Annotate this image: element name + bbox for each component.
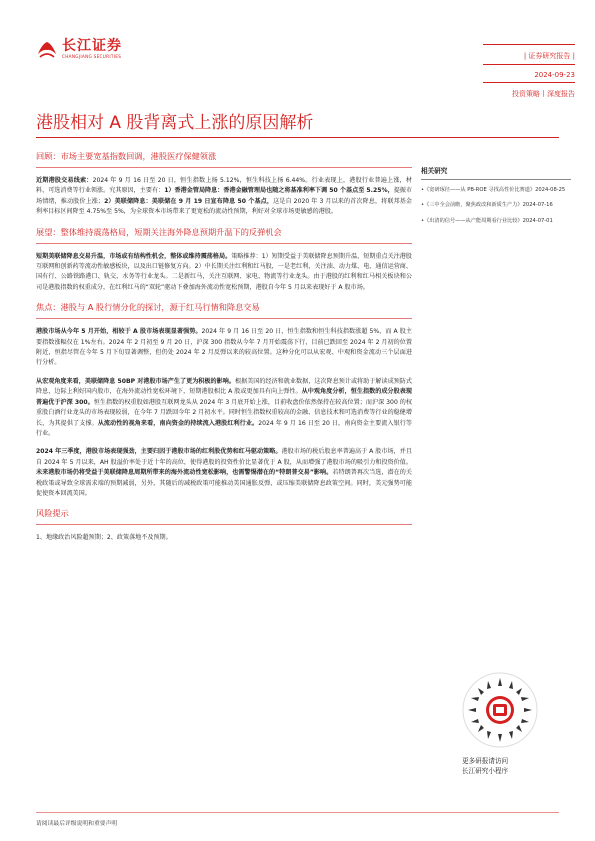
body-paragraph [36, 533, 412, 543]
section-heading: 焦点：港股与 A 股行情分化的探讨，源于红马行情和降息交易 [36, 302, 260, 313]
report-date: 2024-09-23 [534, 71, 575, 79]
section-divider [36, 243, 412, 244]
bold-text-run: 从宏观角度来看，美联储降息 50BP 对港股市场产生了更为积极的影响。 [36, 377, 235, 385]
qr-caption [462, 757, 542, 776]
bold-text-run: 未来港股市场仍将受益于美联储降息周期所带来的海外流动性宽松影响，也需警惕潜在的“特朗普交易”影响。 [36, 469, 333, 477]
disclaimer-note[interactable]: 请阅读最后评级说明和重要声明 [36, 821, 118, 827]
related-research-item[interactable]: •《出清的信号——从产能周期看行业比较》2024-07-01 [421, 217, 553, 224]
report-type: | 证券研究报告 | [523, 52, 575, 60]
section-heading: 风险提示 [36, 508, 69, 519]
body-paragraph [36, 447, 412, 499]
text-run: 根据美国的经济和就业数据，这次降息预计或将助于解读成预防式降息，边际上利好国内股市，在海外流动性宽松环境下，短期港股相比 A 股或更加具有向上弹性。 [36, 377, 412, 396]
qr-caption-line: 更多研报请访问 [462, 757, 509, 765]
body-paragraph [36, 252, 412, 294]
bold-text-run: 从流动性的视角来看，南向资金的持续流入港股红利行业。 [97, 419, 259, 427]
title-divider [36, 137, 559, 138]
related-research-item[interactable]: •《三中全会前瞻，聚焦政改和新质生产力》2024-07-16 [421, 202, 553, 209]
report-meta [483, 44, 575, 102]
report-body [36, 150, 412, 552]
mini-program-qr-code[interactable] [462, 672, 538, 748]
related-research [421, 165, 571, 232]
report-category: 投资策略丨深度报告 [512, 90, 575, 98]
section-heading: 回顾：市场主要宽基指数回调，港股医疗保健领涨 [36, 151, 217, 161]
section-divider [36, 318, 412, 319]
bold-text-run: 短期美联储降息交易升温，市场或有结构性机会，整体或维持震荡格局。 [36, 252, 232, 260]
qr-caption-line: 长江研究小程序 [462, 766, 509, 775]
meta-divider [483, 82, 575, 83]
related-research-title: 相关研究 [421, 165, 571, 180]
text-run: 港股市场的税后股息率普遍高于 A 股市场，并且自 2024 年 5 月以来，AH 股溢价率处于近十年的高位，使得港股的投资性价比显著优于 A 股，从而增强了港股市场的吸引力和投资价值。 [36, 448, 412, 466]
section-heading: 展望：整体维持震荡格局，短期关注海外降息预期升温下的反弹机会 [36, 226, 282, 237]
body-paragraph [36, 327, 412, 369]
text-run: 策略推荐：1）短期受益于美联储降息预期升温，短期重点关注港股互联网和创新药等流动性敏感板块，以及出口链修复方向。2）中长期关注红利和红马股，一是老红利，关注油、动力煤、电、通信运营商、国有行、公路铁路港口、轨交、水务等行业龙头。二是新红马，关注互联网、家电、物流等行业龙头。由于港股的红利和红马相关板块和公司是港股指数的权重成分，在红利红马的“双轮”驱动下叠加海外流动性宽松预期，港股自今年 5 月以来表现好于 A 股市场。 [36, 252, 413, 291]
section-divider [36, 167, 412, 168]
text-run: 恒生指数的权重股如港股互联网龙头从 2024 年 3 月底开始上涨，目前收盘价依然保持在较高位置；而沪深 300 的权重股白酒行业龙头的市场表现较弱，在今年 7 月跌回今年 2 月初水平。同时恒生指数权重较高的金融、信息技术和可选消费等行业的稳健增长，为其提供了支撑。 [36, 398, 412, 427]
brand-mark-icon [36, 38, 58, 60]
bold-text-run: 1）香港金管局降息：香港金融管理局也随之将基准利率下调 50 个基点至 5.25%， [164, 187, 394, 195]
body-paragraph [36, 377, 412, 439]
bold-text-run: 从中观角度分析，恒生指数的成分股表现普遍优于沪深 300。 [36, 388, 413, 406]
text-run: 这是自 2020 年 3 月以来的首次降息，将联邦基金利率目标区间降至 4.75%至 5%，为全球资本市场带来了更宽松的流动性预期，利好对全球市场更敏感的港股。 [36, 197, 413, 216]
section-divider [36, 524, 412, 525]
text-run: 提振市场情绪，推动股价上涨； [36, 187, 413, 205]
meta-divider [483, 64, 575, 65]
meta-divider [483, 44, 575, 45]
company-logo [36, 38, 122, 60]
page-title: 港股相对 A 股背离式上涨的原因解析 [36, 113, 314, 133]
footer-divider [36, 812, 559, 813]
brand-name-en: CHANGJIANG SECURITIES [62, 54, 122, 59]
related-research-item[interactable]: •《宽研琢径——从 PB-ROE 寻找高性价比赛道》2024-08-25 [421, 187, 566, 193]
bold-text-run: 2024 年三季度，港股市场表现强劲，主要归因于港股市场的红利股优势和红马驱动策略。 [36, 448, 282, 456]
text-run: 若特朗普再次当选，潜在的关税政策或导致全球需求端的预期减弱，另外，其随后的减税政策可能推动美国通胀反弹，或压缩美联储降息政策空间。同时，美元强势可能促使资本回流美国。 [36, 469, 412, 497]
text-run: 1、地缘政治风险超预期；2、政策落地不及预期。 [36, 534, 172, 542]
text-run: 2024 年 9 月 16 日至 20 日，南向资金主要流入银行等行业。 [36, 419, 413, 437]
text-run: 2024 年 9 月 16 日至 20 日，恒生指数和恒生科技指数涨超 5%，而 A 股主要指数涨幅仅在 1%左右。2024 年 2 月初至 9 月 20 日，沪深 300 指数从今年 7 月开始震荡下行，目前已跌回至 2024 年 2 月初的位置附近，恒指尽管在今年 5 月下旬显著调整，但仍处 2024 年 2 月反弹以来的较高位置。这种分化可以从宏观、中观和资金流动三个层面进行分析。 [36, 328, 412, 367]
brand-name: 长江证券 [62, 38, 122, 54]
bold-text-run: 2）美联储降息：美联储在 9 月 19 日宣布降息 50 个基点， [104, 197, 274, 205]
body-paragraph [36, 176, 412, 218]
text-run: 2024 年 9 月 16 日至 20 日，恒生指数上扬 5.12%，恒生科技上扬 6.44%。行业表现上，港股行业普遍上涨，材料、可选消费等行业领涨。究其原因，主要有： [36, 177, 413, 195]
bold-text-run: 近期港股交易线索： [36, 177, 93, 184]
bold-text-run: 港股市场从今年 5 月开始，相较于 A 股市场表现显著强势。 [36, 328, 202, 336]
